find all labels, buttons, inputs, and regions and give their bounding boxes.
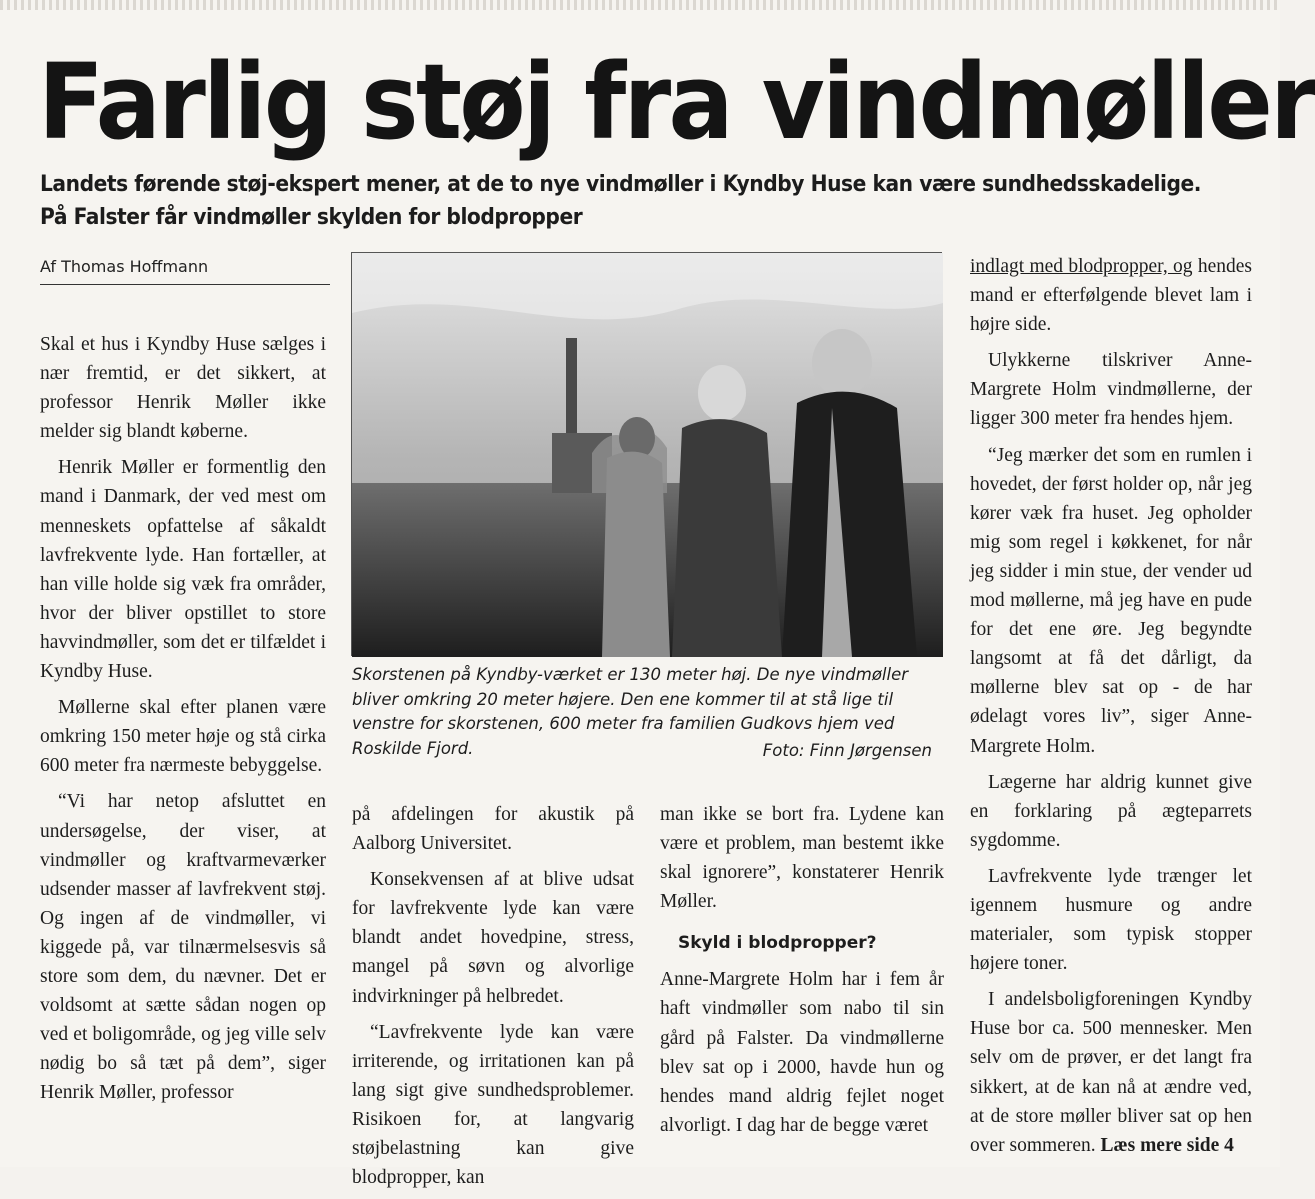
paragraph: Møllerne skal efter planen være omkring 150 meter høje og stå cirka 600 meter fra nærmeste bebyggelse. <box>40 697 326 777</box>
section-subheading: Skyld i blodpropper? <box>678 933 877 954</box>
continue-reading-link[interactable]: Læs mere side 4 <box>1100 1134 1234 1156</box>
article-column-4 <box>970 252 1252 1167</box>
paragraph: man ikke se bort fra. Lydene kan være et problem, man bestemt ikke skal ignorere”, konstaterer Henrik Møller. <box>660 804 944 913</box>
paragraph-rest: hendes mand er efterfølgende blevet lam i højre side. <box>970 256 1253 336</box>
photo-caption <box>352 663 942 761</box>
caption-text: Skorstenen på Kyndby-værket er 130 meter høj. De nye vindmøller bliver omkring 20 meter højere. Den ene kommer til at stå lige til venstre for skorstenen, 600 meter fra familien Gudkovs hjem ved Roskilde Fjord. <box>352 665 909 758</box>
subhead-line-1: Landets førende støj-ekspert mener, at de to nye vindmøller i Kyndby Huse kan være sundhedsskadelige. <box>40 172 1201 197</box>
paragraph: “Jeg mærker det som en rumlen i hovedet, der først holder op, når jeg kører væk fra huset. Jeg opholder mig som regel i køkkenet, for når jeg sidder i min stue, der vender ud mod møllerne, må jeg have en pude for det ene øre. Jeg begyndte langsomt at få det dårligt, da møllerne blev sat op - de har ødelagt vores liv”, siger Anne-Margrete Holm. <box>970 444 1252 757</box>
paragraph-text: I andelsboligforeningen Kyndby Huse bor ca. 500 mennesker. Men selv om de prøver, er det langt fra sikkert, at de kan nå at ændre ved, at de store møller bliver sat op hen over sommeren. <box>970 989 1252 1156</box>
paragraph: på afdelingen for akustik på Aalborg Universitet. <box>352 804 634 855</box>
paragraph: Henrik Møller er formentlig den mand i Danmark, der ved mest om menneskets opfattelse af såkaldt lavfrekvente lyde. Han fortæller, at han ville holde sig væk fra områder, hvor der bliver opstillet to store havvindmøller, som det er tilfældet i Kyndby Huse. <box>40 457 326 683</box>
paragraph: “Lavfrekvente lyde kan være irriterende, og irritationen kan på lang sigt give sundhedsproblemer. Risikoen for, at langvarig støjbelastning kan give blodpropper, kan <box>352 1021 634 1189</box>
continued-line: indlagt med blodpropper, og <box>970 256 1193 277</box>
article-column-1 <box>40 330 326 1114</box>
subhead <box>40 168 1265 234</box>
article-column-2 <box>352 800 634 1199</box>
paragraph <box>970 252 1252 339</box>
paragraph: Ulykkerne tilskriver Anne-Margrete Holm vindmøllerne, der ligger 300 meter fra hendes hjem. <box>970 350 1252 430</box>
paragraph: Lavfrekvente lyde trænger let igennem husmure og andre materialer, som typisk stopper højere toner. <box>970 865 1252 975</box>
torn-top-edge <box>0 0 1280 10</box>
headline: Farlig støj fra vindmøller <box>38 41 1315 163</box>
byline: Af Thomas Hoffmann <box>40 254 330 285</box>
article-column-3 <box>660 800 944 1147</box>
paragraph: Anne-Margrete Holm har i fem år haft vindmøller som nabo til sin gård på Falster. Da vindmøllerne blev sat op i 2000, havde hun og hendes mand aldrig fejlet noget alvorligt. I dag har de begge været <box>660 969 944 1136</box>
article-photo <box>351 252 942 656</box>
subhead-line-2: På Falster får vindmøller skylden for blodpropper <box>40 205 583 230</box>
paragraph: Konsekvensen af at blive udsat for lavfrekvente lyde kan være blandt andet hovedpine, stress, mangel på søvn og alvorlige indvirkninger på helbredet. <box>352 869 634 1007</box>
paragraph: Lægerne har aldrig kunnet give en forklaring på ægteparrets sygdomme. <box>970 771 1252 851</box>
photo-credit: Foto: Finn Jørgensen <box>762 740 932 760</box>
photo-illustration <box>352 253 943 657</box>
paragraph <box>970 985 1252 1160</box>
paragraph: Skal et hus i Kyndby Huse sælges i nær fremtid, er det sikkert, at professor Henrik Møller ikke melder sig blandt køberne. <box>40 334 326 443</box>
paragraph: “Vi har netop afsluttet en undersøgelse, der viser, at vindmøller og kraftvarmeværker udsender masser af lavfrekvent støj. Og ingen af de vindmøller, vi kiggede på, var tilnærmelsesvis så store som dem, du nævner. Det er voldsomt at sætte sådan nogen op ved et boligområde, og jeg ville selv nødig bo så tæt på dem”, siger Henrik Møller, professor <box>40 791 326 1104</box>
